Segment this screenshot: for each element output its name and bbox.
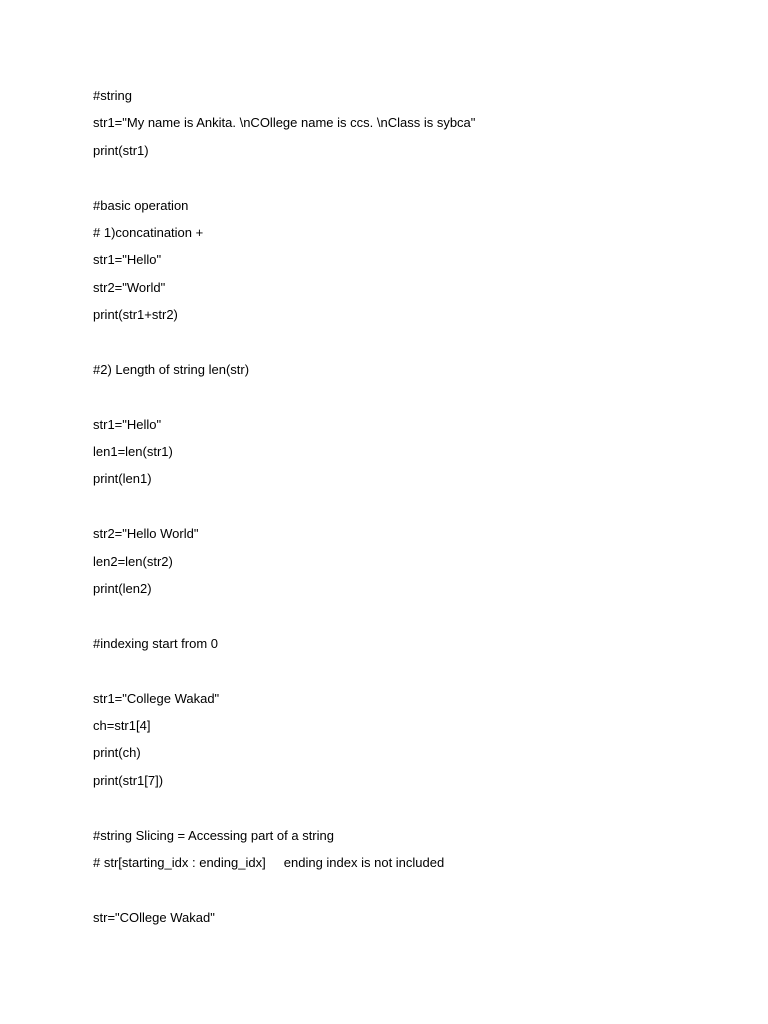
blank-line [93, 798, 713, 817]
code-line: #2) Length of string len(str) [93, 361, 250, 377]
code-line: str2="Hello World" [93, 526, 199, 542]
code-line: len2=len(str2) [93, 553, 173, 569]
code-line: #string Slicing = Accessing part of a string [93, 827, 334, 843]
code-line: str1="Hello" [93, 416, 162, 432]
code-line: str1="Hello" [93, 252, 162, 268]
code-line: #indexing start from 0 [93, 635, 219, 651]
document-body [93, 86, 713, 935]
code-line: str1="My name is Ankita. \nCOllege name is ccs. \nClass is sybca" [93, 115, 476, 131]
code-line: print(len2) [93, 581, 152, 597]
code-line: #basic operation [93, 197, 189, 213]
code-line: len1=len(str1) [93, 444, 173, 460]
code-line: str2="World" [93, 279, 166, 295]
code-line: print(str1[7]) [93, 772, 164, 788]
code-line: str="COllege Wakad" [93, 909, 215, 925]
blank-line [93, 880, 713, 899]
blank-line [93, 661, 713, 680]
blank-line [93, 168, 713, 187]
code-line: # 1)concatination + [93, 224, 204, 240]
code-line: #string [93, 88, 133, 103]
code-line: ch=str1[4] [93, 717, 151, 733]
blank-line [93, 387, 713, 406]
code-line: print(str1) [93, 142, 149, 158]
blank-line [93, 497, 713, 516]
blank-line [93, 606, 713, 625]
code-line: print(len1) [93, 471, 152, 487]
code-line: print(ch) [93, 745, 141, 761]
code-line: print(str1+str2) [93, 307, 178, 323]
blank-line [93, 333, 713, 352]
code-line: str1="College Wakad" [93, 690, 220, 706]
code-line: # str[starting_idx : ending_idx] ending index is not included [93, 854, 445, 870]
